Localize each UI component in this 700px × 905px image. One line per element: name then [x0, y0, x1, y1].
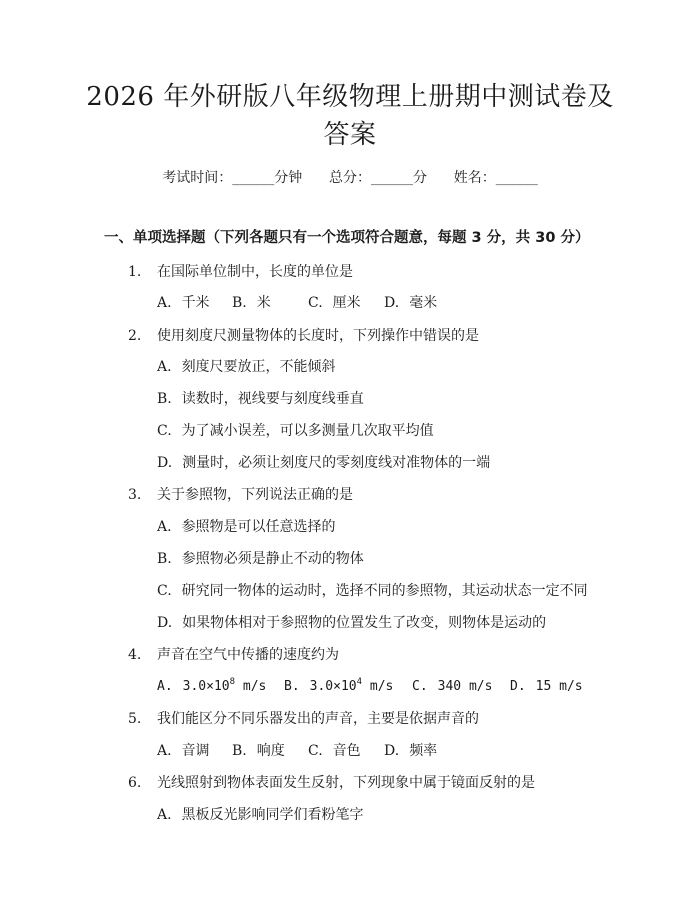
option-base: 3.0×10	[182, 679, 230, 694]
option-letter: B.	[157, 551, 172, 567]
option-letter: D.	[384, 743, 400, 759]
option-text: 读数时，视线要与刻度线垂直	[181, 391, 364, 407]
option-text: 15 m/s	[535, 679, 583, 694]
option-text: 测量时，必须让刻度尺的零刻度线对准物体的一端	[182, 455, 491, 471]
question-number: 6.	[128, 775, 142, 791]
option-text: 黑板反光影响同学们看粉笔字	[181, 807, 364, 823]
exam-meta-line	[0, 168, 700, 188]
option-letter: D.	[157, 455, 173, 471]
option-letter: B.	[232, 295, 247, 311]
question-text: 使用刻度尺测量物体的长度时，下列操作中错误的是	[157, 328, 479, 344]
option-letter: D.	[384, 295, 400, 311]
time-unit: 分钟	[274, 170, 303, 186]
option-a	[157, 293, 210, 313]
option-text: 为了减小误差，可以多测量几次取平均值	[181, 423, 434, 439]
option-text: 研究同一物体的运动时，选择不同的参照物，其运动状态一定不同	[181, 583, 588, 599]
option-text: 刻度尺要放正，不能倾斜	[181, 359, 336, 375]
question-number: 3.	[128, 487, 142, 503]
option-letter: C.	[308, 295, 323, 311]
option-a	[157, 517, 336, 537]
option-text: 音色	[332, 743, 361, 759]
option-b	[232, 293, 271, 313]
option-c	[308, 741, 361, 761]
option-text: 参照物是可以任意选择的	[181, 519, 336, 535]
option-text: 千米	[181, 295, 210, 311]
option-c	[412, 677, 492, 697]
score-label: 总分：	[329, 170, 371, 186]
option-letter: C.	[157, 423, 172, 439]
question-text: 我们能区分不同乐器发出的声音，主要是依据声音的	[157, 711, 479, 727]
question-text: 关于参照物，下列说法正确的是	[157, 487, 353, 503]
section-heading: 一、单项选择题（下列各题只有一个选项符合题意，每题 3 分，共 30 分）	[104, 230, 590, 246]
name-label: 姓名：	[453, 170, 496, 186]
option-text: 340 m/s	[437, 679, 493, 694]
option-c	[157, 421, 434, 441]
option-b	[232, 741, 285, 761]
name-blank: ______	[495, 170, 538, 186]
option-text: 毫米	[409, 295, 438, 311]
option-a	[157, 741, 210, 761]
option-letter: A.	[157, 359, 172, 375]
time-label: 考试时间：	[162, 170, 233, 186]
title-line-2: 答案	[323, 120, 377, 150]
option-text: 频率	[409, 743, 438, 759]
option-b	[157, 389, 364, 409]
option-unit: m/s	[235, 679, 267, 694]
option-letter: C.	[412, 679, 428, 694]
option-letter: A.	[157, 295, 172, 311]
option-text: 响度	[256, 743, 285, 759]
option-d	[384, 741, 437, 761]
option-b	[284, 677, 393, 697]
option-b	[157, 549, 364, 569]
score-blank: ______	[371, 170, 413, 186]
option-d	[384, 293, 437, 313]
title-line-1: 2026 年外研版八年级物理上册期中测试卷及	[86, 82, 614, 112]
option-exponent: 8	[229, 677, 236, 687]
option-letter: C.	[157, 583, 172, 599]
option-a	[157, 357, 336, 377]
option-letter: B.	[232, 743, 247, 759]
option-letter: A.	[157, 743, 172, 759]
option-a	[157, 677, 266, 697]
option-letter: D.	[510, 679, 526, 694]
question-number: 2.	[128, 328, 142, 344]
option-letter: A.	[157, 519, 172, 535]
option-unit: m/s	[362, 679, 394, 694]
question-text: 在国际单位制中，长度的单位是	[157, 264, 353, 280]
option-letter: B.	[284, 679, 300, 694]
question-number: 5.	[128, 711, 142, 727]
option-letter: C.	[308, 743, 323, 759]
option-a	[157, 805, 364, 825]
page-title	[60, 78, 640, 154]
option-letter: B.	[157, 391, 172, 407]
option-text: 参照物必须是静止不动的物体	[181, 551, 364, 567]
option-c	[308, 293, 361, 313]
option-letter: A.	[157, 807, 172, 823]
score-unit: 分	[413, 170, 427, 186]
question-text: 光线照射到物体表面发生反射，下列现象中属于镜面反射的是	[157, 775, 535, 791]
question-text: 声音在空气中传播的速度约为	[157, 647, 339, 663]
option-letter: A.	[157, 679, 173, 694]
question-number: 4.	[128, 647, 142, 663]
option-text: 米	[256, 295, 271, 311]
option-base: 3.0×10	[309, 679, 357, 694]
option-text: 如果物体相对于参照物的位置发生了改变，则物体是运动的	[182, 615, 547, 631]
option-text: 厘米	[332, 295, 361, 311]
option-d	[157, 453, 490, 473]
option-text: 音调	[181, 743, 210, 759]
time-blank: ______	[232, 170, 275, 186]
option-d	[157, 613, 546, 633]
option-exponent: 4	[356, 677, 363, 687]
option-letter: D.	[157, 615, 173, 631]
question-number: 1.	[128, 264, 142, 280]
option-c	[157, 581, 588, 601]
option-d	[510, 677, 583, 697]
